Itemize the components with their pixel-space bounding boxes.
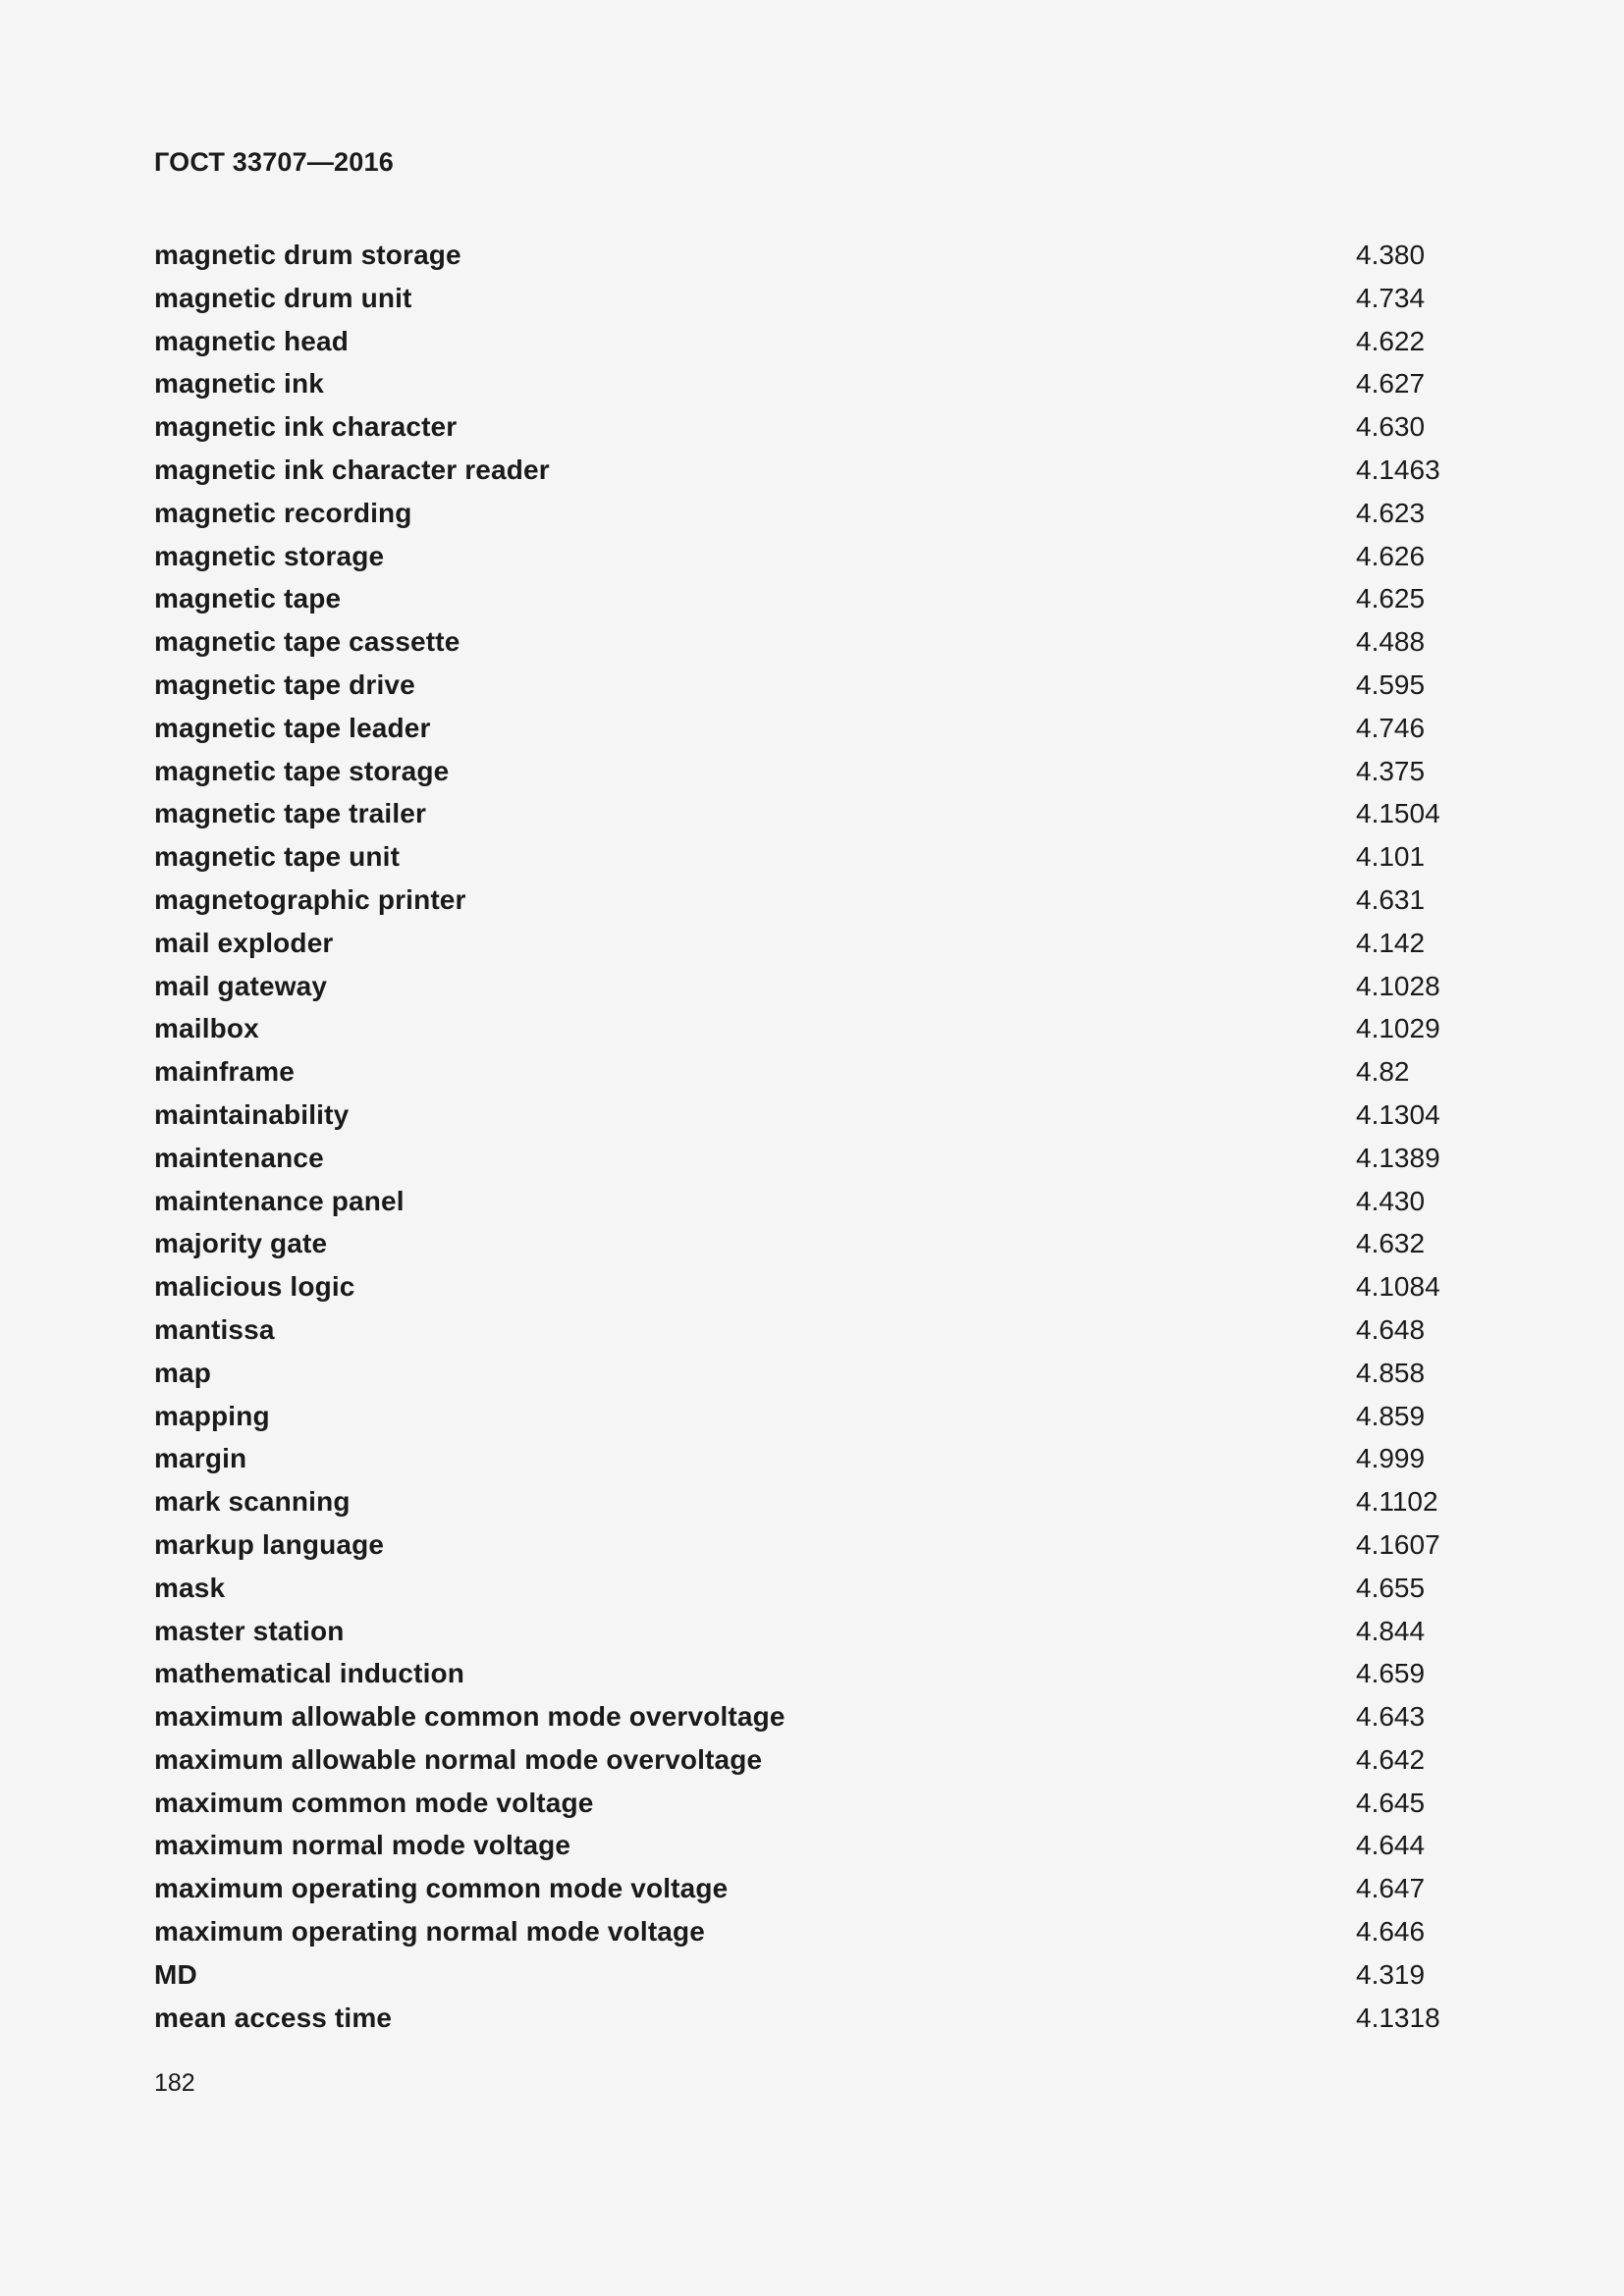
index-reference-number: 4.82 [1356, 1056, 1410, 1088]
index-reference-number: 4.632 [1356, 1228, 1426, 1259]
index-reference-number: 4.1028 [1356, 970, 1440, 1001]
index-reference-number: 4.648 [1356, 1313, 1426, 1345]
index-term: magnetic ink [154, 368, 324, 400]
index-reference-number: 4.625 [1356, 583, 1426, 614]
index-term: maximum allowable common mode overvoltage [154, 1701, 785, 1733]
index-entry [154, 277, 1470, 320]
index-reference-number: 4.644 [1356, 1830, 1426, 1861]
index-entry [154, 1480, 1470, 1523]
index-reference-number: 4.101 [1356, 841, 1426, 873]
index-reference-number: 4.627 [1356, 368, 1426, 400]
index-entry [154, 405, 1470, 449]
index-term: maintainability [154, 1098, 350, 1130]
index-entry [154, 835, 1470, 879]
index-term: map [154, 1357, 212, 1388]
page-number: 182 [154, 2069, 195, 2097]
index-term: mantissa [154, 1313, 275, 1345]
index-entry [154, 362, 1470, 405]
index-entry [154, 1050, 1470, 1094]
index-term: magnetic tape trailer [154, 798, 427, 829]
index-term: MD [154, 1958, 197, 1990]
page-header-title: ГОСТ 33707—2016 [154, 147, 394, 177]
index-reference-number: 4.1318 [1356, 2002, 1440, 2033]
index-term: magnetic ink character [154, 411, 458, 443]
index-entry [154, 620, 1470, 664]
index-reference-number: 4.844 [1356, 1615, 1426, 1646]
index-reference-number: 4.1504 [1356, 798, 1440, 829]
index-entry [154, 577, 1470, 620]
index-reference-number: 4.858 [1356, 1357, 1426, 1388]
index-reference-number: 4.1304 [1356, 1098, 1440, 1130]
index-entry [154, 1782, 1470, 1825]
index-term: magnetic tape cassette [154, 626, 460, 658]
index-term: maximum normal mode voltage [154, 1830, 571, 1861]
index-entry [154, 707, 1470, 750]
index-entry [154, 792, 1470, 835]
index-entry [154, 1308, 1470, 1352]
index-term: magnetic recording [154, 497, 412, 528]
index-reference-number: 4.622 [1356, 325, 1426, 356]
index-entry [154, 1824, 1470, 1867]
index-reference-number: 4.631 [1356, 883, 1426, 915]
index-term: malicious logic [154, 1271, 355, 1303]
index-entry [154, 1395, 1470, 1438]
index-reference-number: 4.380 [1356, 240, 1426, 270]
index-entry [154, 750, 1470, 793]
index-reference-number: 4.319 [1356, 1958, 1426, 1990]
index-term: maximum operating common mode voltage [154, 1873, 729, 1904]
index-reference-number: 4.1607 [1356, 1528, 1440, 1560]
index-reference-number: 4.1029 [1356, 1013, 1440, 1044]
index-entry [154, 535, 1470, 578]
index-term: magnetic tape [154, 583, 342, 614]
index-term: majority gate [154, 1228, 328, 1259]
index-reference-number: 4.646 [1356, 1916, 1426, 1948]
index-reference-number: 4.734 [1356, 282, 1426, 313]
index-entry [154, 1094, 1470, 1137]
index-reference-number: 4.626 [1356, 540, 1426, 571]
index-entry [154, 1222, 1470, 1265]
index-reference-number: 4.142 [1356, 927, 1426, 958]
term-index-list [154, 234, 1470, 2039]
index-reference-number: 4.1389 [1356, 1142, 1440, 1173]
index-entry [154, 492, 1470, 535]
index-reference-number: 4.595 [1356, 668, 1426, 700]
index-term: maintenance panel [154, 1185, 405, 1216]
index-reference-number: 4.645 [1356, 1787, 1426, 1818]
index-reference-number: 4.630 [1356, 411, 1426, 443]
index-entry [154, 1437, 1470, 1480]
index-entry [154, 1738, 1470, 1782]
index-entry [154, 965, 1470, 1008]
index-entry [154, 1997, 1470, 2040]
index-entry [154, 1910, 1470, 1953]
index-term: magnetographic printer [154, 883, 466, 915]
index-term: maximum common mode voltage [154, 1787, 594, 1818]
index-term: mark scanning [154, 1486, 351, 1518]
index-term: magnetic tape drive [154, 668, 415, 700]
index-reference-number: 4.859 [1356, 1400, 1426, 1431]
index-term: magnetic tape leader [154, 712, 431, 743]
index-reference-number: 4.659 [1356, 1658, 1426, 1689]
index-term: magnetic drum unit [154, 282, 412, 313]
index-entry [154, 234, 1470, 277]
index-term: mapping [154, 1400, 270, 1431]
index-reference-number: 4.375 [1356, 755, 1426, 786]
index-term: mail gateway [154, 970, 328, 1001]
index-term: markup language [154, 1528, 385, 1560]
index-entry [154, 879, 1470, 922]
index-entry [154, 922, 1470, 965]
index-term: margin [154, 1443, 247, 1474]
index-entry [154, 1352, 1470, 1395]
index-reference-number: 4.1463 [1356, 454, 1440, 485]
index-reference-number: 4.643 [1356, 1701, 1426, 1733]
index-term: maximum allowable normal mode overvoltage [154, 1743, 763, 1775]
index-entry [154, 1523, 1470, 1567]
index-term: magnetic head [154, 325, 350, 356]
index-term: mathematical induction [154, 1658, 465, 1689]
index-reference-number: 4.1102 [1356, 1486, 1438, 1518]
index-term: maintenance [154, 1142, 324, 1173]
index-term: mean access time [154, 2002, 393, 2033]
index-reference-number: 4.746 [1356, 712, 1426, 743]
index-term: magnetic ink character reader [154, 454, 550, 485]
index-reference-number: 4.647 [1356, 1873, 1426, 1904]
index-reference-number: 4.642 [1356, 1743, 1426, 1775]
index-reference-number: 4.999 [1356, 1443, 1426, 1474]
index-term: magnetic drum storage [154, 240, 461, 270]
index-entry [154, 1265, 1470, 1308]
index-reference-number: 4.1084 [1356, 1271, 1440, 1303]
index-entry [154, 1610, 1470, 1653]
index-term: mask [154, 1572, 226, 1603]
index-entry [154, 1867, 1470, 1910]
index-entry [154, 449, 1470, 492]
index-entry [154, 1695, 1470, 1738]
index-term: master station [154, 1615, 345, 1646]
index-term: magnetic storage [154, 540, 385, 571]
index-term: magnetic tape unit [154, 841, 401, 873]
index-reference-number: 4.488 [1356, 626, 1426, 658]
index-entry [154, 1953, 1470, 1997]
index-entry [154, 1567, 1470, 1610]
index-entry [154, 1180, 1470, 1223]
index-term: mainframe [154, 1056, 295, 1088]
index-entry [154, 1652, 1470, 1695]
index-term: mail exploder [154, 927, 334, 958]
index-reference-number: 4.655 [1356, 1572, 1426, 1603]
index-entry [154, 1137, 1470, 1180]
index-term: magnetic tape storage [154, 755, 450, 786]
index-entry [154, 320, 1470, 363]
index-term: mailbox [154, 1013, 259, 1044]
index-entry [154, 664, 1470, 707]
index-reference-number: 4.430 [1356, 1185, 1426, 1216]
index-entry [154, 1007, 1470, 1050]
index-reference-number: 4.623 [1356, 497, 1426, 528]
index-term: maximum operating normal mode voltage [154, 1916, 705, 1948]
